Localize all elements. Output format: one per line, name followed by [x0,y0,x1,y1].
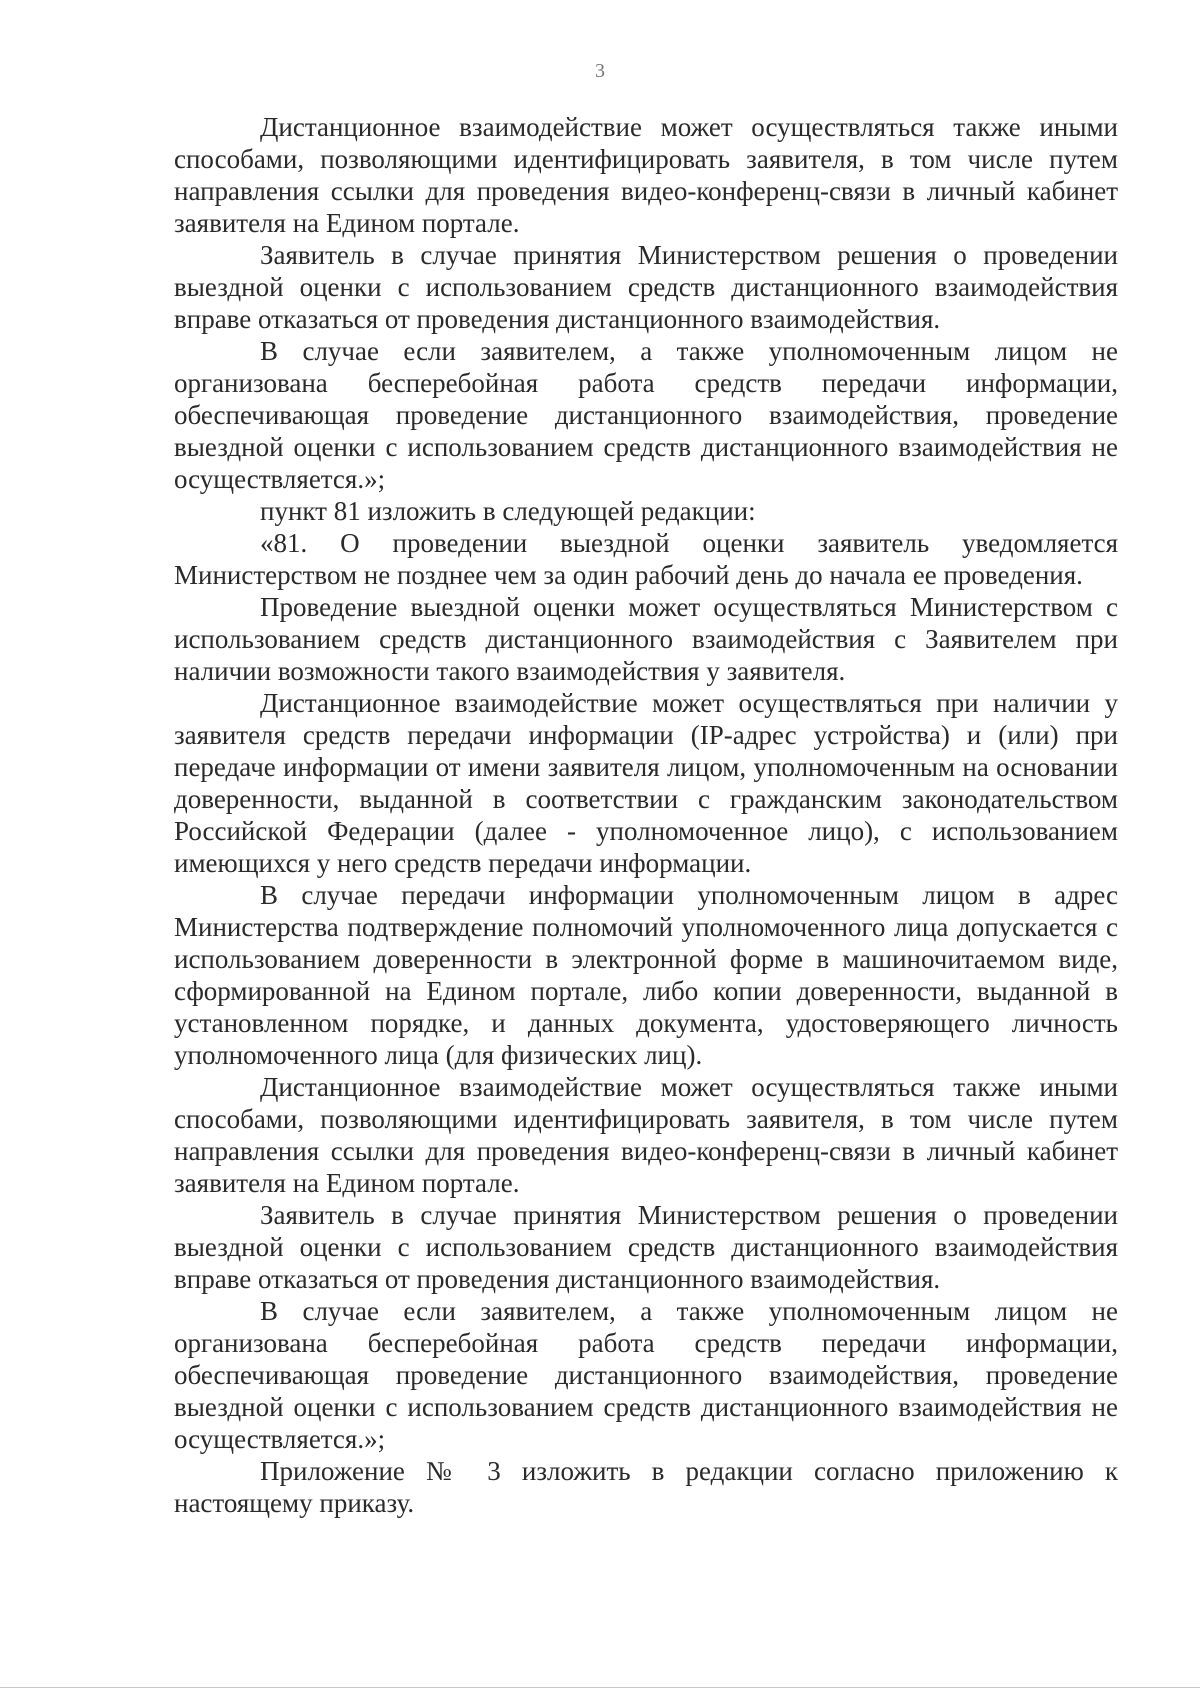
paragraph-remote-assessment: Проведение выездной оценки может осуществляться Министерством с использованием средств дистанционного взаимодействия с Заявителем при наличии возможности такого взаимодействия у заявителя. [174,592,1118,686]
paragraph-applicant-refusal-2: Заявитель в случае принятия Министерством решения о проведении выездной оценки с использованием средств дистанционного взаимодействия вправе отказаться от проведения дистанционного взаимодействия. [174,1200,1118,1294]
paragraph-authorized-person: В случае передачи информации уполномоченным лицом в адрес Министерства подтверждение полномочий уполномоченного лица допускается с использованием доверенности в электронной форме в машиночитаемом виде, сформированной на Едином портале, либо копии доверенности, выданной в установленном порядке, и данных документа, удостоверяющего личность уполномоченного лица (для физических лиц). [174,880,1118,1070]
paragraph-item-81-intro: пункт 81 изложить в следующей редакции: [260,496,756,526]
scan-bottom-edge [0,1687,1200,1688]
paragraph-remote-other-means: Дистанционное взаимодействие может осуществляться также иными способами, позволяющими идентифицировать заявителя, в том числе путем направления ссылки для проведения видео-конференц-связи в личный кабинет заявителя на Едином портале. [174,112,1118,238]
paragraph-remote-means: Дистанционное взаимодействие может осуществляться при наличии у заявителя средств передачи информации (IP-адрес устройства) и (или) при передаче информации от имени заявителя лицом, уполномоченным на основании доверенности, выданной в соответствии с гражданским законодательством Российской Федерации (далее - уполномоченное лицо), с использованием имеющихся у него средств передачи информации. [174,688,1118,878]
document-body [174,111,1118,1519]
paragraph-no-remote-conduct: В случае если заявителем, а также уполномоченным лицом не организована бесперебойная работа средств передачи информации, обеспечивающая проведение дистанционного взаимодействия, проведение выездной оценки с использованием средств дистанционного взаимодействия не осуществляется.»; [174,336,1118,494]
paragraph-appendix-3: Приложение № 3 изложить в редакции согласно приложению к настоящему приказу. [174,1456,1118,1518]
paragraph-remote-other-means-2: Дистанционное взаимодействие может осуществляться также иными способами, позволяющими идентифицировать заявителя, в том числе путем направления ссылки для проведения видео-конференц-связи в личный кабинет заявителя на Едином портале. [174,1072,1118,1198]
paragraph-applicant-refusal: Заявитель в случае принятия Министерством решения о проведении выездной оценки с использованием средств дистанционного взаимодействия вправе отказаться от проведения дистанционного взаимодействия. [174,240,1118,334]
paragraph-no-remote-conduct-2: В случае если заявителем, а также уполномоченным лицом не организована бесперебойная работа средств передачи информации, обеспечивающая проведение дистанционного взаимодействия, проведение выездной оценки с использованием средств дистанционного взаимодействия не осуществляется.»; [174,1296,1118,1454]
page-number: 3 [595,60,605,82]
paragraph-item-81-notice: «81. О проведении выездной оценки заявитель уведомляется Министерством не позднее чем за один рабочий день до начала ее проведения. [174,528,1118,590]
